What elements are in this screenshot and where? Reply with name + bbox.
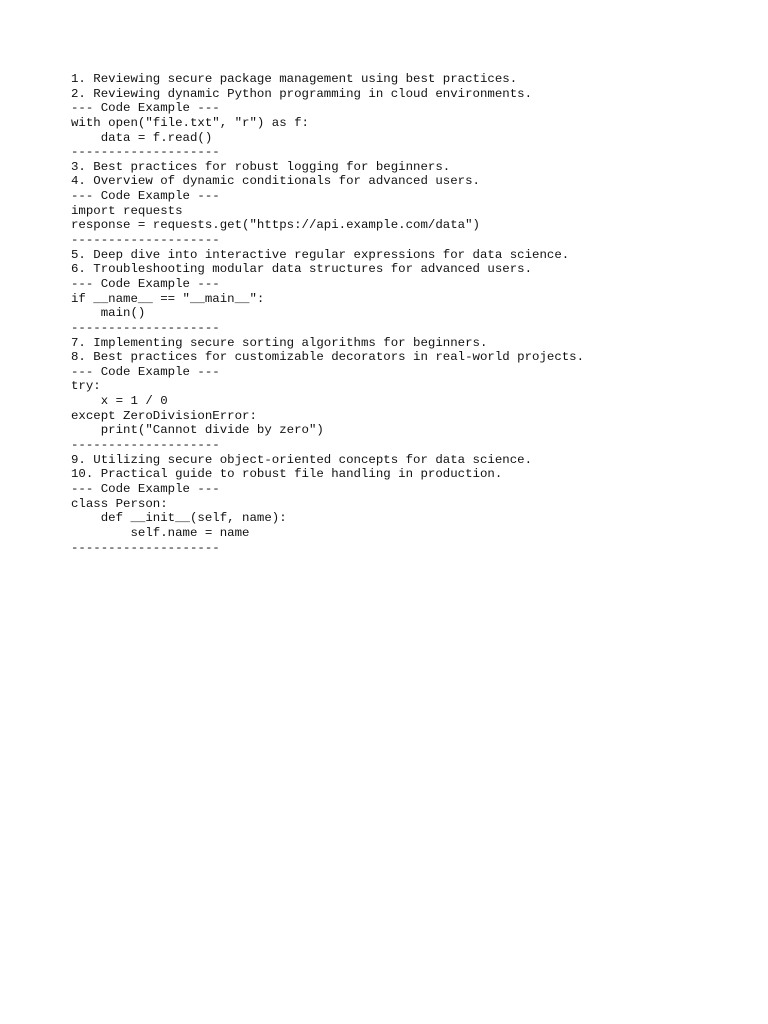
list-item: 6. Troubleshooting modular data structures for advanced users.: [71, 262, 533, 277]
list-item: 8. Best practices for customizable decorators in real-world projects.: [71, 350, 585, 365]
code-line: try:: [71, 379, 101, 394]
list-item: 9. Utilizing secure object-oriented concepts for data science.: [71, 452, 533, 467]
code-line: data = f.read(): [71, 130, 213, 145]
code-example-heading: --- Code Example ---: [71, 101, 220, 116]
separator-line: --------------------: [71, 233, 220, 248]
list-item: 2. Reviewing dynamic Python programming in cloud environments.: [71, 86, 533, 101]
separator-line: --------------------: [71, 438, 220, 453]
list-item: 10. Practical guide to robust file handling in production.: [71, 467, 503, 482]
separator-line: --------------------: [71, 540, 220, 555]
code-line: import requests: [71, 203, 183, 218]
list-item: 5. Deep dive into interactive regular expressions for data science.: [71, 247, 570, 262]
separator-line: --------------------: [71, 320, 220, 335]
document-body: [71, 72, 751, 555]
code-line: print("Cannot divide by zero"): [71, 423, 324, 438]
code-example-heading: --- Code Example ---: [71, 189, 220, 204]
list-item: 1. Reviewing secure package management using best practices.: [71, 72, 518, 86]
separator-line: --------------------: [71, 145, 220, 160]
code-example-heading: --- Code Example ---: [71, 364, 220, 379]
code-line: response = requests.get("https://api.example.com/data"): [71, 218, 480, 233]
code-example-heading: --- Code Example ---: [71, 276, 220, 291]
code-line: def __init__(self, name):: [71, 511, 287, 526]
code-line: x = 1 / 0: [71, 394, 168, 409]
code-example-heading: --- Code Example ---: [71, 481, 220, 496]
code-line: except ZeroDivisionError:: [71, 408, 257, 423]
code-line: self.name = name: [71, 525, 250, 540]
list-item: 7. Implementing secure sorting algorithms for beginners.: [71, 335, 488, 350]
code-line: main(): [71, 306, 146, 321]
code-line: with open("file.txt", "r") as f:: [71, 115, 309, 130]
code-line: if __name__ == "__main__":: [71, 291, 265, 306]
list-item: 3. Best practices for robust logging for beginners.: [71, 159, 451, 174]
code-line: class Person:: [71, 496, 168, 511]
list-item: 4. Overview of dynamic conditionals for advanced users.: [71, 174, 480, 189]
